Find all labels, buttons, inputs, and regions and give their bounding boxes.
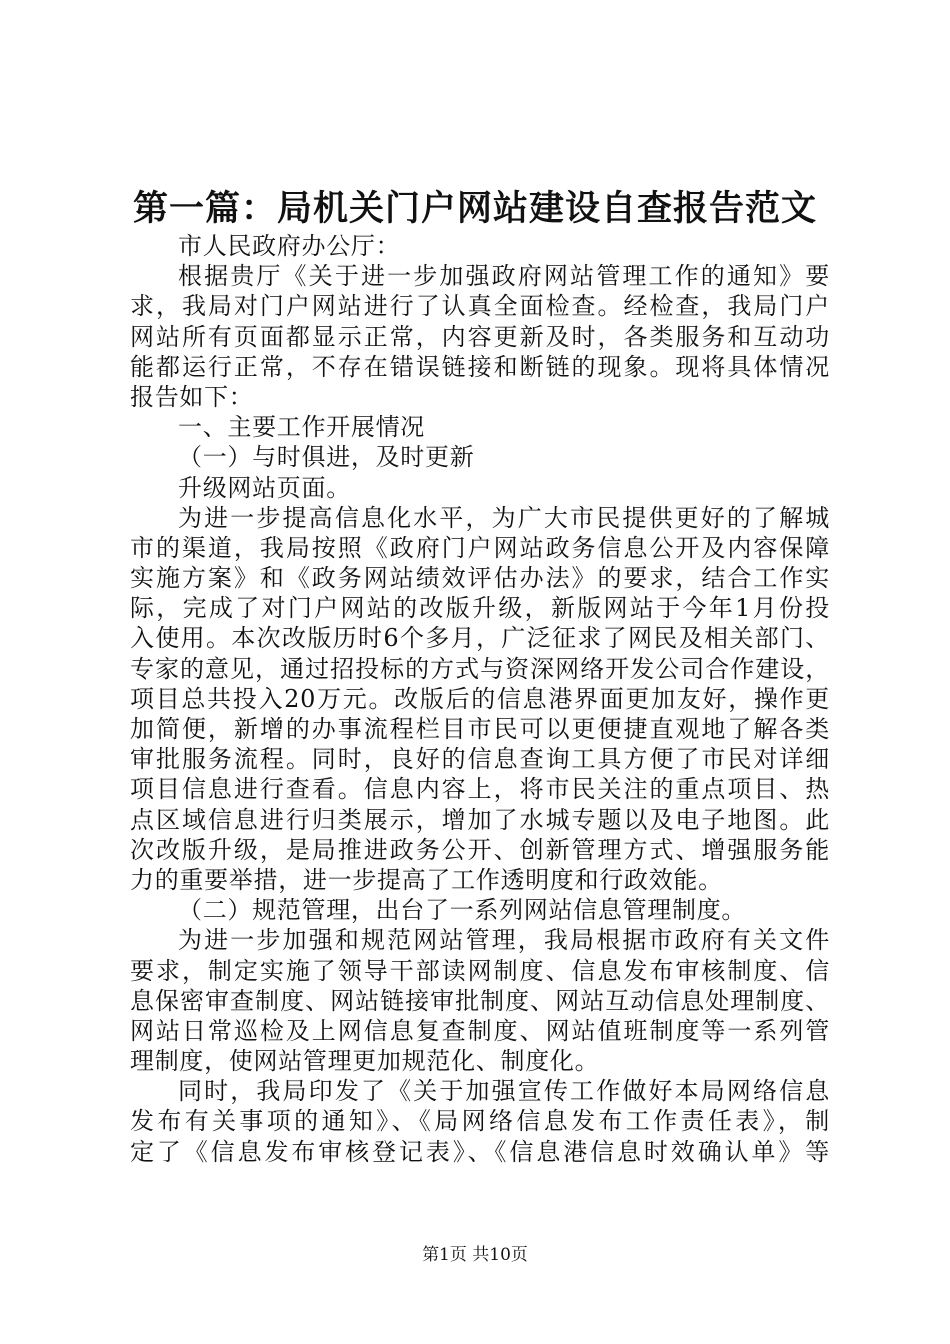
text-line: 定了《信息发布审核登记表》、《信息港信息时效确认单》等 [130,1137,830,1166]
document-body [130,231,830,1167]
page-footer: 第1页 共10页 [422,1245,528,1265]
text-line: 要求，制定实施了领导干部读网制度、信息发布审核制度、信 [130,956,830,985]
text-line: （一）与时俱进，及时更新 [178,443,475,472]
text-line: 市人民政府办公厅： [178,232,401,260]
text-line: 专家的意见，通过招投标的方式与资深网络开发公司合作建设， [130,654,830,683]
text-line: 为进一步提高信息化水平，为广大市民提供更好的了解城 [178,503,830,532]
text-line: 一、主要工作开展情况 [178,413,425,442]
text-line: 加简便，新增的办事流程栏目市民可以更便捷直观地了解各类 [130,715,830,743]
text-line: 息保密审查制度、网站链接审批制度、网站互动信息处理制度、 [130,986,830,1015]
text-line: 网站所有页面都显示正常，内容更新及时，各类服务和互动功 [130,322,830,351]
text-line: 力的重要举措，进一步提高了工作透明度和行政效能。 [130,865,723,894]
text-line: 网站日常巡检及上网信息复查制度、网站值班制度等一系列管 [130,1016,830,1045]
text-line: 为进一步加强和规范网站管理，我局根据市政府有关文件 [178,926,830,955]
text-line: 市的渠道，我局按照《政府门户网站政务信息公开及内容保障 [130,533,830,562]
text-line: 实施方案》和《政务网站绩效评估办法》的要求，结合工作实 [130,564,830,593]
text-line: 审批服务流程。同时，良好的信息查询工具方便了市民对详细 [130,745,830,774]
text-line: 际，完成了对门户网站的改版升级，新版网站于今年1月份投 [130,594,830,623]
text-line: 项目总共投入20万元。改版后的信息港界面更加友好，操作更 [130,684,830,713]
text-line: 理制度，使网站管理更加规范化、制度化。 [130,1047,600,1076]
text-line: 入使用。本次改版历时6个多月，广泛征求了网民及相关部门、 [130,624,830,653]
text-line: 升级网站页面。 [178,473,351,502]
text-line: 发布有关事项的通知》、《局网络信息发布工作责任表》，制 [130,1107,830,1136]
text-line: 同时，我局印发了《关于加强宣传工作做好本局网络信息 [178,1077,830,1106]
text-line: 求，我局对门户网站进行了认真全面检查。经检查，我局门户 [130,292,830,321]
text-line: 次改版升级，是局推进政务公开、创新管理方式、增强服务能 [130,835,830,864]
document-title: 第一篇：局机关门户网站建设自查报告范文 [132,188,817,229]
text-line: 报告如下： [130,382,254,411]
text-line: 点区域信息进行归类展示，增加了水城专题以及电子地图。此 [130,805,830,834]
text-line: 能都运行正常，不存在错误链接和断链的现象。现将具体情况 [130,352,830,381]
text-line: 根据贵厅《关于进一步加强政府网站管理工作的通知》要 [178,262,830,291]
text-line: 项目信息进行查看。信息内容上，将市民关注的重点项目、热 [130,775,830,804]
text-line: （二）规范管理，出台了一系列网站信息管理制度。 [178,896,747,925]
